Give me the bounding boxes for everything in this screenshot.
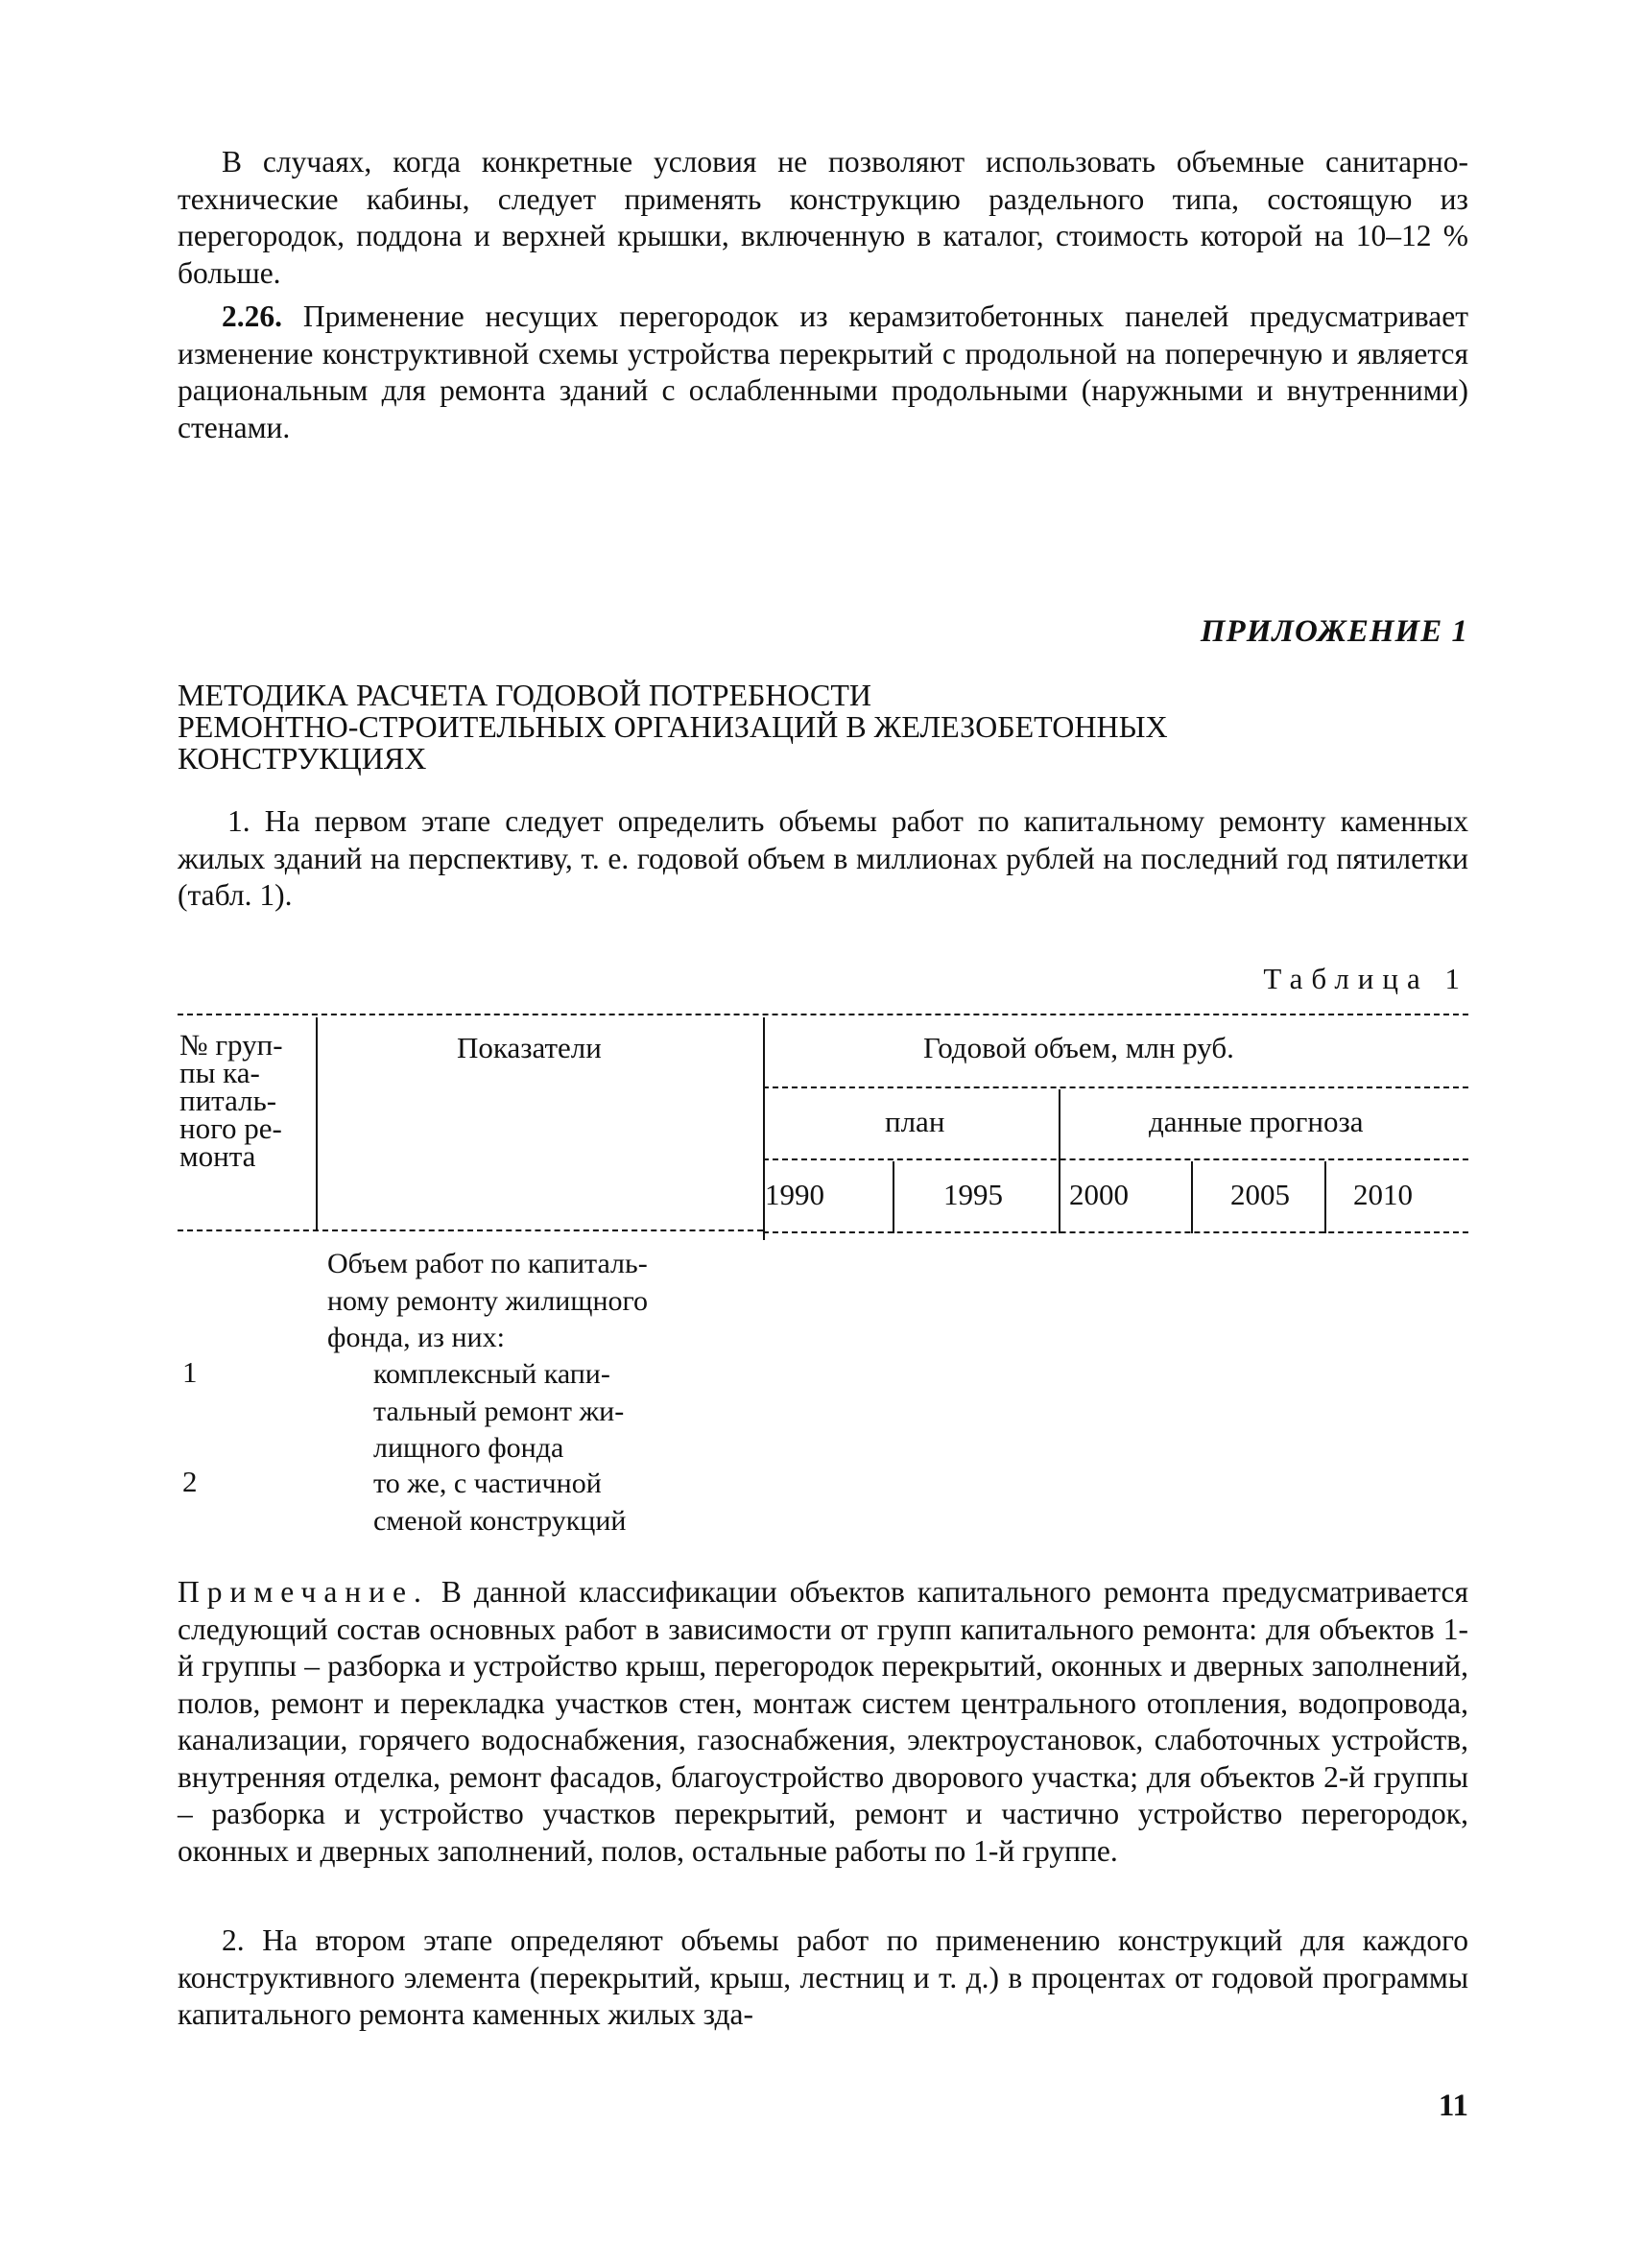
row-text-line: ному ремонту жилищного bbox=[327, 1284, 649, 1317]
header-year-2005: 2005 bbox=[1230, 1178, 1290, 1211]
paragraph-step-2 bbox=[178, 1922, 1468, 2034]
table-col-divider-1 bbox=[316, 1017, 318, 1230]
paragraph-sanitary-cabins bbox=[178, 144, 1468, 292]
row-2-group-number: 2 bbox=[182, 1465, 198, 1498]
header-group-line: ного ре- bbox=[179, 1111, 282, 1145]
table-caption: Таблица 1 bbox=[1263, 962, 1468, 995]
table-header-bottom-rule-left bbox=[178, 1229, 763, 1231]
header-year-2010: 2010 bbox=[1353, 1178, 1413, 1211]
row-total-indicator bbox=[327, 1246, 648, 1357]
row-1-group-number: 1 bbox=[182, 1355, 198, 1389]
paragraph-text: 2. На втором этапе определяют объемы работ по применению конструкций для каждого конструктивного элемента (перекрытий, крыш, лестниц и т. д.) в процентах от годовой программы капитального ремонта каменных жилых зда- bbox=[178, 1923, 1468, 2031]
header-annual-volume: Годовой объем, млн руб. bbox=[923, 1031, 1234, 1064]
note-label: Примечание. bbox=[178, 1575, 429, 1609]
row-text-line: сменой конструкций bbox=[373, 1504, 627, 1537]
header-group-line: № груп- bbox=[179, 1028, 283, 1062]
table-plan-rule bbox=[763, 1158, 1468, 1160]
note-text: В данной классификации объектов капитального ремонта предусматривается следующий состав основных работ в зависимости от групп капитального ремонта: для объектов 1-й группы – разборка и устройство крыш, перегородок перекрытий, оконных и дверных заполнений, полов, ремонт и перекладка участков стен, монтаж систем центрального отопления, водопровода, канализации, горячего водоснабжения, газоснабжения, электроустановок, слаботочных устройств, внутренняя отделка, ремонт фасадов, благоустройство дворового участка; для объектов 2-й группы – разборка и устройство участков перекрытий, ремонт и частично устройство перегородок, оконных и дверных заполнений, полов, остальные работы по 1-й группе. bbox=[178, 1575, 1468, 1868]
paragraph-2-26 bbox=[178, 298, 1468, 446]
row-text-line: лищного фонда bbox=[373, 1432, 564, 1464]
row-text-line: тальный ремонт жи- bbox=[373, 1395, 625, 1427]
header-year-2000: 2000 bbox=[1069, 1178, 1129, 1211]
appendix-label: ПРИЛОЖЕНИЕ 1 bbox=[1200, 614, 1468, 649]
table-col-divider-2005 bbox=[1324, 1161, 1326, 1233]
header-group-line: питаль- bbox=[179, 1084, 277, 1117]
heading-line-2: РЕМОНТНО-СТРОИТЕЛЬНЫХ ОРГАНИЗАЦИЙ В ЖЕЛЕЗОБЕТОННЫХ bbox=[178, 709, 1168, 744]
header-year-1990: 1990 bbox=[765, 1178, 824, 1211]
table-header-bottom-rule-right bbox=[763, 1231, 1468, 1233]
paragraph-text: В случаях, когда конкретные условия не позволяют использовать объемные санитарно-технические кабины, следует применять конструкцию раздельного типа, состоящую из перегородок, поддона и верхней крышки, включенную в каталог, стоимость которой на 10–12 % больше. bbox=[178, 145, 1468, 290]
paragraph-step-1 bbox=[178, 803, 1468, 915]
table-top-rule bbox=[178, 1014, 1468, 1015]
row-2-indicator bbox=[373, 1466, 626, 1540]
heading-line-3: КОНСТРУКЦИЯХ bbox=[178, 741, 427, 776]
table-annual-rule bbox=[763, 1086, 1468, 1088]
table-note bbox=[178, 1574, 1468, 1870]
paragraph-text: Применение несущих перегородок из керамзитобетонных панелей предусматривает изменение конструктивной схемы устройства перекрытий с продольной на поперечную и является рациональным для ремонта зданий с ослабленными продольными (наружными и внутренними) стенами. bbox=[178, 299, 1468, 444]
header-forecast: данные прогноза bbox=[1149, 1105, 1364, 1138]
page-number: 11 bbox=[1438, 2089, 1468, 2123]
table-col-divider-plan bbox=[1059, 1089, 1060, 1233]
header-group-number bbox=[179, 1028, 283, 1173]
header-group-line: пы ка- bbox=[179, 1056, 260, 1089]
paragraph-text: 1. На первом этапе следует определить объемы работ по капитальному ремонту каменных жилых зданий на перспективу, т. е. годовой объем в миллионах рублей на последний год пятилетки (табл. 1). bbox=[178, 804, 1468, 912]
paragraph-number: 2.26. bbox=[222, 299, 282, 333]
row-1-indicator bbox=[373, 1356, 624, 1468]
row-text-line: фонда, из них: bbox=[327, 1322, 505, 1353]
row-text-line: Объем работ по капиталь- bbox=[327, 1248, 648, 1279]
row-text-line: комплексный капи- bbox=[373, 1358, 610, 1390]
section-heading bbox=[178, 680, 1468, 775]
header-group-line: монта bbox=[179, 1139, 256, 1173]
table-col-divider-2000 bbox=[1191, 1161, 1193, 1233]
row-text-line: то же, с частичной bbox=[373, 1468, 602, 1499]
heading-line-1: МЕТОДИКА РАСЧЕТА ГОДОВОЙ ПОТРЕБНОСТИ bbox=[178, 678, 872, 712]
table-col-divider-1990 bbox=[893, 1161, 894, 1233]
header-plan: план bbox=[885, 1105, 945, 1138]
header-year-1995: 1995 bbox=[943, 1178, 1003, 1211]
header-indicators: Показатели bbox=[457, 1031, 602, 1064]
